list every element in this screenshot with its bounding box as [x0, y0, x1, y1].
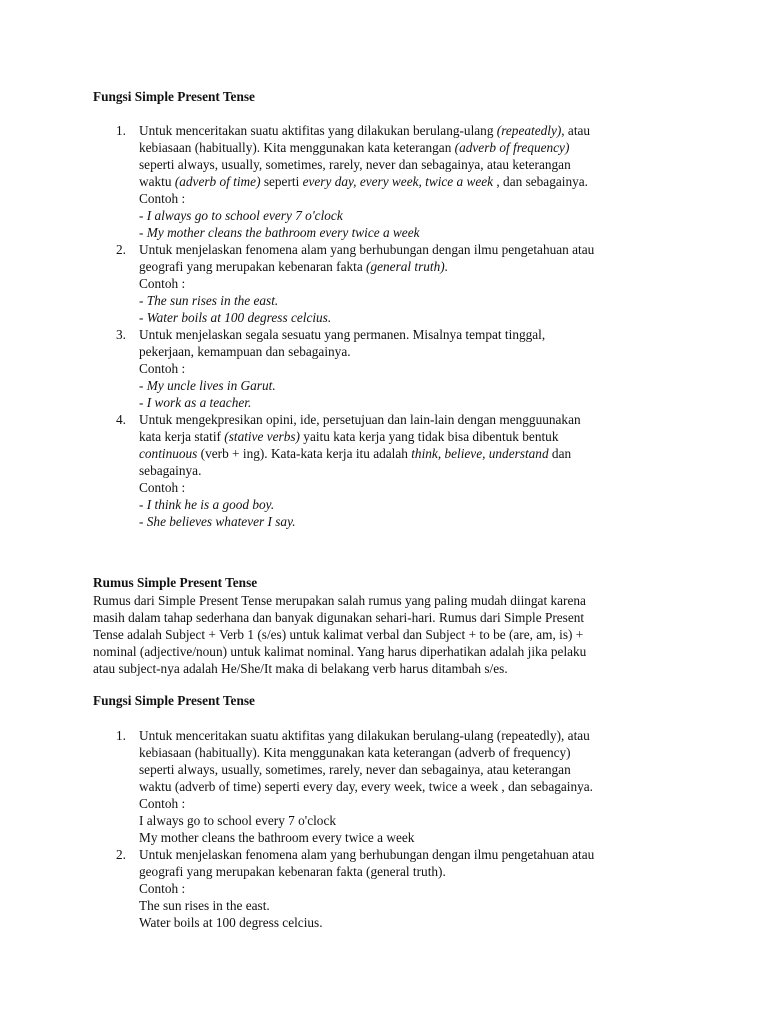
list-item-line [139, 275, 659, 292]
list-item [0, 411, 768, 530]
italic-text: She believes whatever I say. [146, 514, 296, 529]
text-segment: (verb + ing). Kata-kata kerja itu adalah [197, 446, 412, 461]
italic-text: (stative verbs) [224, 429, 300, 444]
text-segment: seperti always, usually, sometimes, rarely, never dan sebagainya, atau keterangan [139, 157, 571, 172]
text-segment: Contoh : [139, 480, 186, 495]
list-item-line [139, 513, 659, 530]
list-item-line [139, 173, 659, 190]
text-segment: Water boils at 100 degress celcius. [139, 915, 323, 930]
text-segment: Contoh : [139, 881, 186, 896]
paragraph-line: masih dalam tahap sederhana dan banyak digunakan sehari-hari. Rumus dari Simple Present [93, 610, 585, 625]
list-item [0, 727, 768, 846]
text-segment: pekerjaan, kemampuan dan sebagainya. [139, 344, 351, 359]
list-item-line [139, 462, 659, 479]
list-item-body [139, 846, 659, 931]
list-item-line [139, 360, 659, 377]
text-segment: - [139, 378, 147, 393]
text-segment: yaitu kata kerja yang tidak bisa dibentuk bentuk [299, 429, 559, 444]
text-segment: Untuk menjelaskan fenomena alam yang berhubungan dengan ilmu pengetahuan atau [139, 847, 595, 862]
italic-text: continuous [139, 446, 198, 461]
list-item-number: 2. [116, 242, 126, 257]
text-segment: waktu [139, 174, 175, 189]
text-segment: waktu (adverb of time) seperti every day, every week, twice a week , dan sebagainya. [139, 779, 593, 794]
text-segment: The sun rises in the east. [139, 898, 270, 913]
text-segment: - [139, 208, 147, 223]
list-item-number: 1. [116, 123, 126, 138]
list-item-line [139, 309, 659, 326]
text-segment: , dan sebagainya. [493, 174, 588, 189]
list-item-line [139, 727, 659, 744]
list-item-line [139, 445, 659, 462]
list-item-line [139, 326, 659, 343]
list-item-line [139, 761, 659, 778]
list-item-line [139, 846, 659, 863]
italic-text: (repeatedly) [496, 123, 562, 138]
text-segment: Contoh : [139, 796, 186, 811]
paragraph-line: Tense adalah Subject + Verb 1 (s/es) untuk kalimat verbal dan Subject + to be (are, am, is) + [93, 627, 584, 642]
list-item-line [139, 377, 659, 394]
italic-text: I think he is a good boy. [146, 497, 275, 512]
list-item-body [139, 727, 659, 846]
text-segment: seperti [260, 174, 303, 189]
text-segment: My mother cleans the bathroom every twice a week [139, 830, 415, 845]
section-heading-fungsi-repeat: Fungsi Simple Present Tense [93, 693, 255, 708]
list-item-line [139, 812, 659, 829]
list-item-line [139, 411, 659, 428]
paragraph-line: nominal (adjective/noun) untuk kalimat nominal. Yang harus diperhatikan adalah jika pelaku [93, 644, 587, 659]
section-heading-fungsi: Fungsi Simple Present Tense [93, 89, 255, 104]
list-item-number: 3. [116, 327, 126, 342]
list-item-line [139, 914, 659, 931]
list-item [0, 241, 768, 326]
text-segment: kebiasaan (habitually). Kita menggunakan kata keterangan [139, 140, 455, 155]
italic-text: (adverb of frequency) [454, 140, 570, 155]
text-segment: Untuk mengekpresikan opini, ide, persetujuan dan lain-lain dengan mengguunakan [139, 412, 581, 427]
list-item-number: 2. [116, 847, 126, 862]
list-item-line [139, 744, 659, 761]
text-segment: - [139, 514, 147, 529]
text-segment: - [139, 497, 147, 512]
italic-text: (general truth). [366, 259, 449, 274]
text-segment: sebagainya. [139, 463, 202, 478]
text-segment: Contoh : [139, 361, 186, 376]
text-segment: - [139, 310, 147, 325]
list-item-line [139, 778, 659, 795]
italic-text: (adverb of time) [174, 174, 261, 189]
list-item-line [139, 394, 659, 411]
list-item-line [139, 880, 659, 897]
list-item-line [139, 241, 659, 258]
text-segment: Untuk menceritakan suatu aktifitas yang dilakukan berulang-ulang [139, 123, 497, 138]
text-segment: Untuk menjelaskan segala sesuatu yang permanen. Misalnya tempat tinggal, [139, 327, 546, 342]
italic-text: every day, every week, twice a week [302, 174, 494, 189]
text-segment: Contoh : [139, 191, 186, 206]
list-item-line [139, 224, 659, 241]
text-segment: - [139, 293, 147, 308]
fungsi-list-repeat [0, 727, 768, 931]
italic-text: My mother cleans the bathroom every twice a week [146, 225, 420, 240]
text-segment: Contoh : [139, 276, 186, 291]
text-segment: seperti always, usually, sometimes, rarely, never dan sebagainya, atau keterangan [139, 762, 571, 777]
text-segment: kebiasaan (habitually). Kita menggunakan kata keterangan (adverb of frequency) [139, 745, 571, 760]
list-item [0, 846, 768, 931]
list-item-line [139, 122, 659, 139]
list-item-line [139, 139, 659, 156]
list-item-body [139, 411, 659, 530]
list-item-line [139, 292, 659, 309]
list-item-body [139, 241, 659, 326]
text-segment: - [139, 225, 147, 240]
list-item-number: 1. [116, 728, 126, 743]
fungsi-list [0, 122, 768, 530]
list-item-line [139, 829, 659, 846]
list-item-line [139, 496, 659, 513]
italic-text: I work as a teacher. [146, 395, 252, 410]
italic-text: My uncle lives in Garut. [146, 378, 276, 393]
list-item-body [139, 122, 659, 241]
text-segment: kata kerja statif [139, 429, 225, 444]
list-item-line [139, 795, 659, 812]
list-item [0, 326, 768, 411]
text-segment: dan [548, 446, 572, 461]
text-segment: Untuk menceritakan suatu aktifitas yang dilakukan berulang-ulang (repeatedly), atau [139, 728, 590, 743]
list-item-line [139, 479, 659, 496]
rumus-paragraph [93, 592, 653, 677]
text-segment: geografi yang merupakan kebenaran fakta (general truth). [139, 864, 446, 879]
text-segment: I always go to school every 7 o'clock [139, 813, 336, 828]
italic-text: think, believe, understand [411, 446, 549, 461]
list-item-number: 4. [116, 412, 126, 427]
list-item-line [139, 190, 659, 207]
paragraph-line: atau subject-nya adalah He/She/It maka di belakang verb harus ditambah s/es. [93, 661, 508, 676]
text-segment: , atau [561, 123, 591, 138]
list-item-line [139, 897, 659, 914]
italic-text: I always go to school every 7 o'clock [146, 208, 343, 223]
italic-text: Water boils at 100 degress celcius. [146, 310, 332, 325]
list-item-line [139, 863, 659, 880]
list-item-line [139, 428, 659, 445]
text-segment: Untuk menjelaskan fenomena alam yang berhubungan dengan ilmu pengetahuan atau [139, 242, 595, 257]
list-item-line [139, 343, 659, 360]
list-item-line [139, 156, 659, 173]
list-item-line [139, 207, 659, 224]
section-heading-rumus: Rumus Simple Present Tense [93, 575, 258, 590]
italic-text: The sun rises in the east. [146, 293, 279, 308]
list-item-body [139, 326, 659, 411]
text-segment: - [139, 395, 147, 410]
paragraph-line: Rumus dari Simple Present Tense merupakan salah rumus yang paling mudah diingat karena [93, 593, 586, 608]
list-item-line [139, 258, 659, 275]
list-item [0, 122, 768, 241]
text-segment: geografi yang merupakan kebenaran fakta [139, 259, 367, 274]
